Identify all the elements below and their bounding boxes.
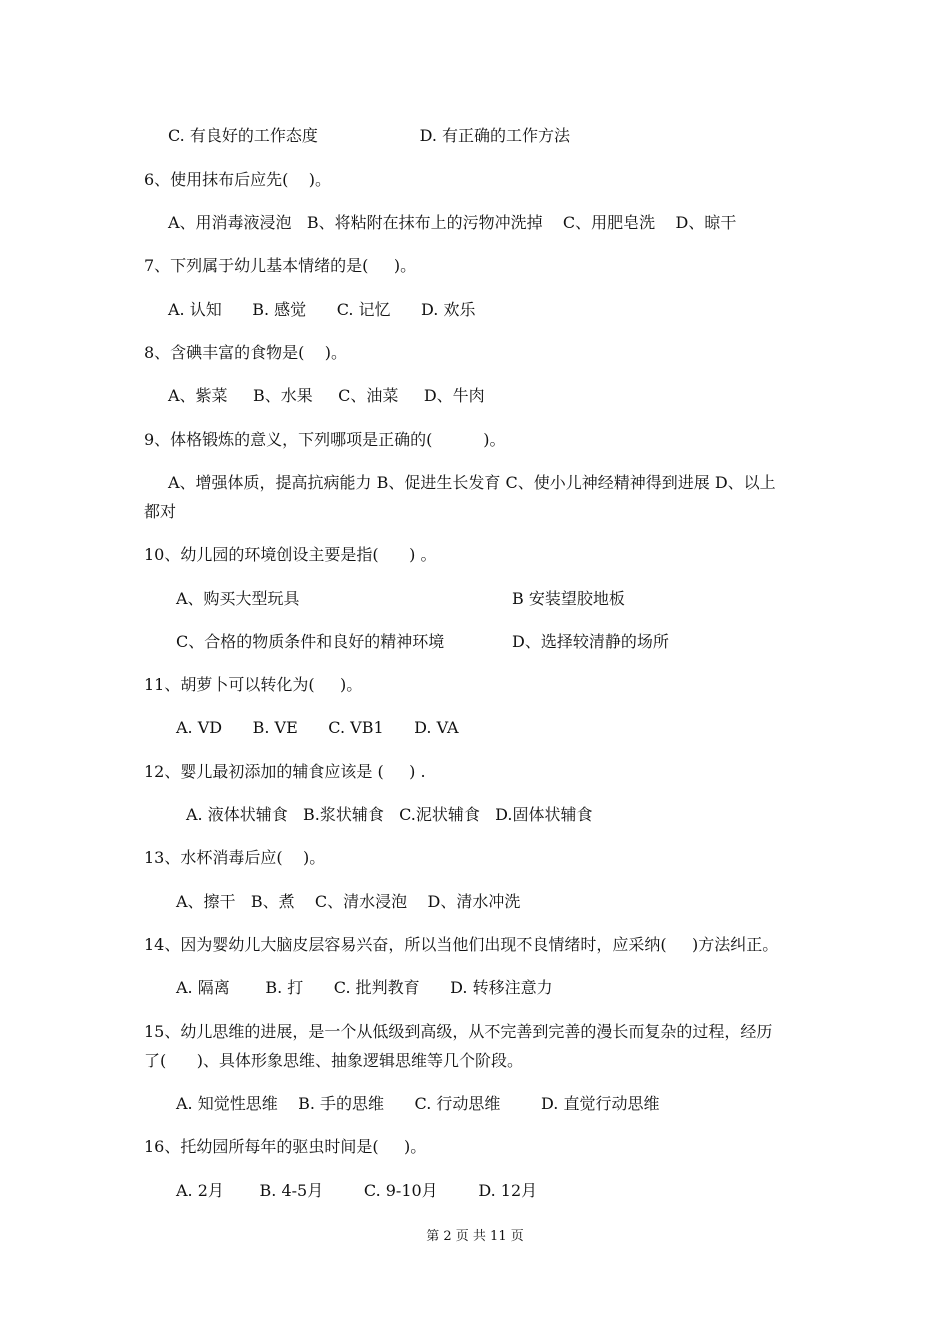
question-16: 16、托幼园所每年的驱虫时间是( )。 (144, 1137, 427, 1156)
option-10b: B 安装望胶地板 (512, 589, 625, 608)
question-10: 10、幼儿园的环境创设主要是指( ) 。 (144, 545, 437, 564)
option-10d: D、选择较清静的场所 (512, 632, 669, 651)
options-12: A. 液体状辅食 B.浆状辅食 C.泥状辅食 D.固体状辅食 (186, 805, 593, 824)
option-10c: C、合格的物质条件和良好的精神环境 (176, 632, 445, 651)
question-15: 15、幼儿思维的进展，是一个从低级到高级，从不完善到完善的漫长而复杂的过程，经历 (144, 1022, 773, 1041)
options-9-continued: 都对 (144, 502, 177, 521)
option-10a: A、购买大型玩具 (176, 589, 300, 608)
options-14: A. 隔离 B. 打 C. 批判教育 D. 转移注意力 (176, 978, 553, 997)
options-11: A. VD B. VE C. VB1 D. VA (176, 718, 459, 737)
options-9: A、增强体质，提高抗病能力 B、促进生长发育 C、使小儿神经精神得到进展 D、以上 (168, 473, 776, 492)
options-6: A、用消毒液浸泡 B、将粘附在抹布上的污物冲洗掉 C、用肥皂洗 D、晾干 (168, 213, 737, 232)
options-8: A、紫菜 B、水果 C、油菜 D、牛肉 (168, 386, 485, 405)
page-footer: 第 2 页 共 11 页 (426, 1229, 524, 1244)
question-8: 8、含碘丰富的食物是( )。 (144, 343, 348, 362)
question-13: 13、水杯消毒后应( )。 (144, 848, 326, 867)
question-9: 9、体格锻炼的意义，下列哪项是正确的( )。 (144, 430, 506, 449)
question-6: 6、使用抹布后应先( )。 (144, 170, 332, 189)
options-16: A. 2月 B. 4-5月 C. 9-10月 D. 12月 (176, 1181, 538, 1200)
options-7: A. 认知 B. 感觉 C. 记忆 D. 欢乐 (168, 300, 476, 319)
question-12: 12、婴儿最初添加的辅食应该是 ( ) . (144, 762, 426, 781)
question-15-continued: 了( )、具体形象思维、抽象逻辑思维等几个阶段。 (144, 1051, 524, 1070)
option-line-5cd: C. 有良好的工作态度 D. 有正确的工作方法 (168, 126, 570, 145)
question-7: 7、下列属于幼儿基本情绪的是( )。 (144, 256, 417, 275)
question-11: 11、胡萝卜可以转化为( )。 (144, 675, 363, 694)
question-14: 14、因为婴幼儿大脑皮层容易兴奋，所以当他们出现不良情绪时，应采纳( )方法纠正。 (144, 935, 779, 954)
options-13: A、擦干 B、煮 C、清水浸泡 D、清水冲洗 (176, 892, 521, 911)
options-15: A. 知觉性思维 B. 手的思维 C. 行动思维 D. 直觉行动思维 (176, 1094, 660, 1113)
